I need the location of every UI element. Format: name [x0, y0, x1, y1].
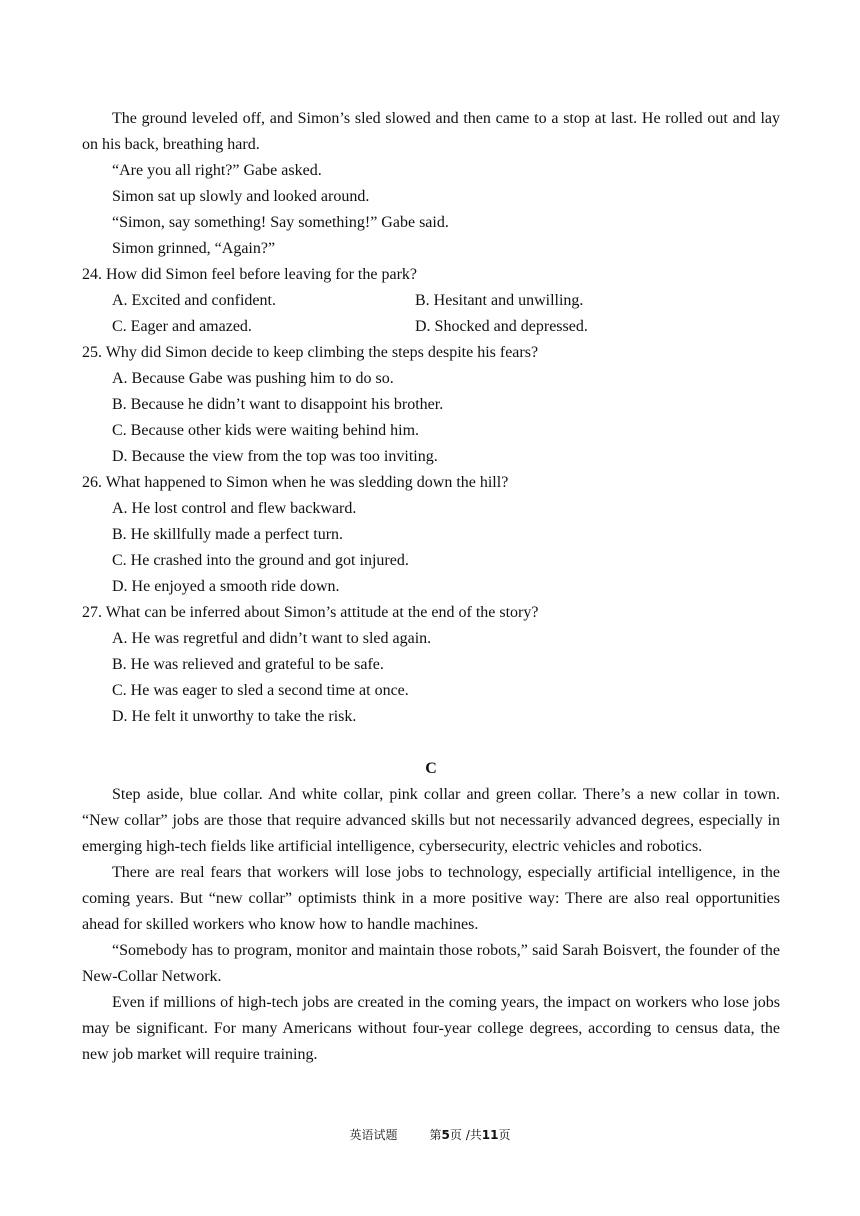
question-27-stem: 27. What can be inferred about Simon’s attitude at the end of the story? — [82, 604, 539, 621]
question-24-option-b: B. Hesitant and unwilling. — [415, 292, 584, 309]
page-footer — [0, 1126, 860, 1143]
question-27-option-d: D. He felt it unworthy to take the risk. — [112, 708, 357, 725]
question-24-options-row-2 — [82, 314, 780, 340]
question-25-option-a: A. Because Gabe was pushing him to do so. — [112, 370, 394, 387]
footer-page-suffix: 页 — [498, 1128, 511, 1142]
question-24-option-a: A. Excited and confident. — [112, 292, 276, 309]
story-paragraph-1: The ground leveled off, and Simon’s sled slowed and then came to a stop at last. He rolled out and lay on his back, breathing hard. — [82, 110, 780, 153]
footer-subject: 英语试题 — [349, 1128, 398, 1142]
footer-page-total: 11 — [481, 1128, 499, 1142]
question-24-stem: 24. How did Simon feel before leaving for the park? — [82, 266, 418, 283]
question-26-option-d: D. He enjoyed a smooth ride down. — [112, 578, 340, 595]
question-26-option-b: B. He skillfully made a perfect turn. — [112, 526, 344, 543]
question-25-option-b: B. Because he didn’t want to disappoint his brother. — [112, 396, 444, 413]
section-c-paragraph-3: “Somebody has to program, monitor and maintain those robots,” said Sarah Boisvert, the founder of the New-Collar Network. — [82, 942, 780, 985]
question-25-option-c: C. Because other kids were waiting behind him. — [112, 422, 420, 439]
question-27-option-c: C. He was eager to sled a second time at once. — [112, 682, 409, 699]
question-26-stem: 26. What happened to Simon when he was sledding down the hill? — [82, 474, 509, 491]
footer-page-number: 5 — [441, 1128, 450, 1142]
question-25-option-d: D. Because the view from the top was too inviting. — [112, 448, 438, 465]
question-24-options-row-1 — [82, 288, 780, 314]
section-c-paragraph-1: Step aside, blue collar. And white collar, pink collar and green collar. There’s a new collar in town. “New collar” jobs are those that require advanced skills but not necessarily advanced degrees, especially in emerging high-tech fields like artificial intelligence, cybersecurity, electric vehicles and robotics. — [82, 786, 780, 855]
question-25-stem: 25. Why did Simon decide to keep climbing the steps despite his fears? — [82, 344, 539, 361]
section-c-heading: C — [425, 760, 437, 777]
story-paragraph-5: Simon grinned, “Again?” — [112, 240, 276, 257]
story-paragraph-4: “Simon, say something! Say something!” Gabe said. — [112, 214, 449, 231]
question-27-option-b: B. He was relieved and grateful to be safe. — [112, 656, 384, 673]
question-24-option-c: C. Eager and amazed. — [112, 318, 252, 335]
footer-page-mid: 页 /共 — [449, 1128, 482, 1142]
question-26-option-a: A. He lost control and flew backward. — [112, 500, 357, 517]
story-paragraph-2: “Are you all right?” Gabe asked. — [112, 162, 322, 179]
question-27-option-a: A. He was regretful and didn’t want to sled again. — [112, 630, 432, 647]
story-paragraph-3: Simon sat up slowly and looked around. — [112, 188, 370, 205]
section-c-paragraph-4: Even if millions of high-tech jobs are created in the coming years, the impact on workers who lose jobs may be significant. For many Americans without four-year college degrees, according to census data, the new job market will require training. — [82, 994, 780, 1063]
document-page — [82, 106, 780, 1068]
section-c-paragraph-2: There are real fears that workers will lose jobs to technology, especially artificial intelligence, in the coming years. But “new collar” optimists think in a more positive way: There are also real opportunities ahead for skilled workers who know how to handle machines. — [82, 864, 780, 933]
footer-page-prefix: 第 — [429, 1128, 442, 1142]
question-26-option-c: C. He crashed into the ground and got injured. — [112, 552, 409, 569]
question-24-option-d: D. Shocked and depressed. — [415, 318, 588, 335]
